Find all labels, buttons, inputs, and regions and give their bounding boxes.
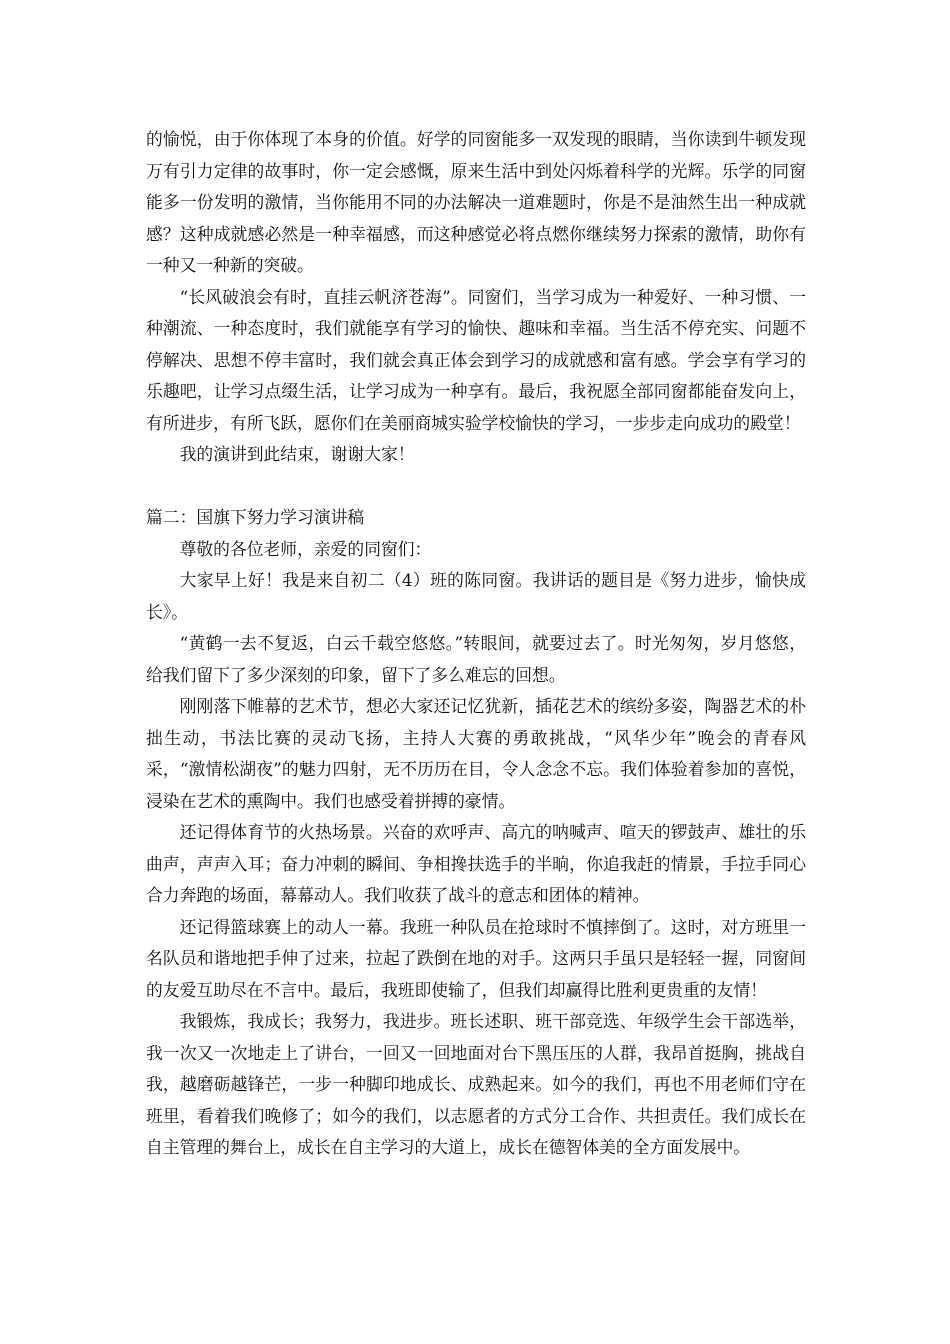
paragraph-end-remark: 我的演讲到此结束，谢谢大家！ [179,444,415,464]
salutation: 尊敬的各位老师，亲爱的同窗们： [179,538,432,559]
section-heading: 篇二：国旗下努力学习演讲稿 [146,507,365,527]
section-spacer [146,471,806,503]
paragraph-closing-quote: “长风破浪会有时，直挂云帆济苍海”。同窗们，当学习成为一种爱好、一种习惯、一种潮流、一种态度时，我们就能享有学习的愉快、趣味和幸福。当生活不停充实、问题不停解决、思想不停丰富时，我们就会真正体会到学习的成就感和富有感。学会享有学习的乐趣吧，让学习点缀生活，让学习成为一种享有。最后，我祝愿全部同窗都能奋发向上，有所进步，有所飞跃，愿你们在美丽商城实验学校愉快的学习，一步步走向成功的殿堂！ [146,286,806,433]
document-body [146,124,806,1164]
paragraph-greeting: 大家早上好！我是来自初二（4）班的陈同窗。我讲话的题目是《努力进步，愉快成长》。 [146,570,806,622]
paragraph-continuation: 的愉悦，由于你体现了本身的价值。好学的同窗能多一双发现的眼睛，当你读到牛顿发现万有引力定律的故事时，你一定会感慨，原来生活中到处闪烁着科学的光辉。乐学的同窗能多一份发明的激情，当你能用不同的办法解决一道难题时，你是不是油然生出一种成就感？这种成就感必然是一种幸福感，而这种感觉必将点燃你继续努力探索的激情，助你有一种又一种新的突破。 [146,129,806,275]
paragraph-art-festival: 刚刚落下帷幕的艺术节，想必大家还记忆犹新，插花艺术的缤纷多姿，陶器艺术的朴拙生动，书法比赛的灵动飞扬，主持人大赛的勇敢挑战，“风华少年”晚会的青春风采，“激情松湖夜”的魅力四射，无不历历在目，令人念念不忘。我们体验着参加的喜悦，浸染在艺术的熏陶中。我们也感受着拼搏的豪情。 [146,696,806,811]
paragraph-basketball: 还记得篮球赛上的动人一幕。我班一种队员在抢球时不慎摔倒了。这时，对方班里一名队员和谐地把手伸了过来，拉起了跌倒在地的对手。这两只手虽只是轻轻一握，同窗间的友爱互助尽在不言中。最后，我班即使输了，但我们却赢得比胜利更贵重的友情！ [146,916,806,1000]
paragraph-time: “黄鹤一去不复返，白云千载空悠悠。”转眼间，就要过去了。时光匆匆，岁月悠悠，给我们留下了多少深刻的印象，留下了多么难忘的回想。 [146,633,806,685]
paragraph-growth: 我锻炼，我成长；我努力，我进步。班长述职、班干部竞选、年级学生会干部选举，我一次又一次地走上了讲台，一回又一回地面对台下黑压压的人群，我昂首挺胸，挑战自我，越磨砺越锋芒，一步一种脚印地成长、成熟起来。如今的我们，再也不用老师们守在班里，看着我们晚修了；如今的我们，以志愿者的方式分工合作、共担责任。我们成长在自主管理的舞台上，成长在自主学习的大道上，成长在德智体美的全方面发展中。 [146,1011,806,1157]
paragraph-sports-festival: 还记得体育节的火热场景。兴奋的欢呼声、高亢的呐喊声、喧天的锣鼓声、雄壮的乐曲声，声声入耳；奋力冲刺的瞬间、争相搀扶选手的半晌，你追我赶的情景，手拉手同心合力奔跑的场面，幕幕动人。我们收获了战斗的意志和团体的精神。 [146,822,806,905]
